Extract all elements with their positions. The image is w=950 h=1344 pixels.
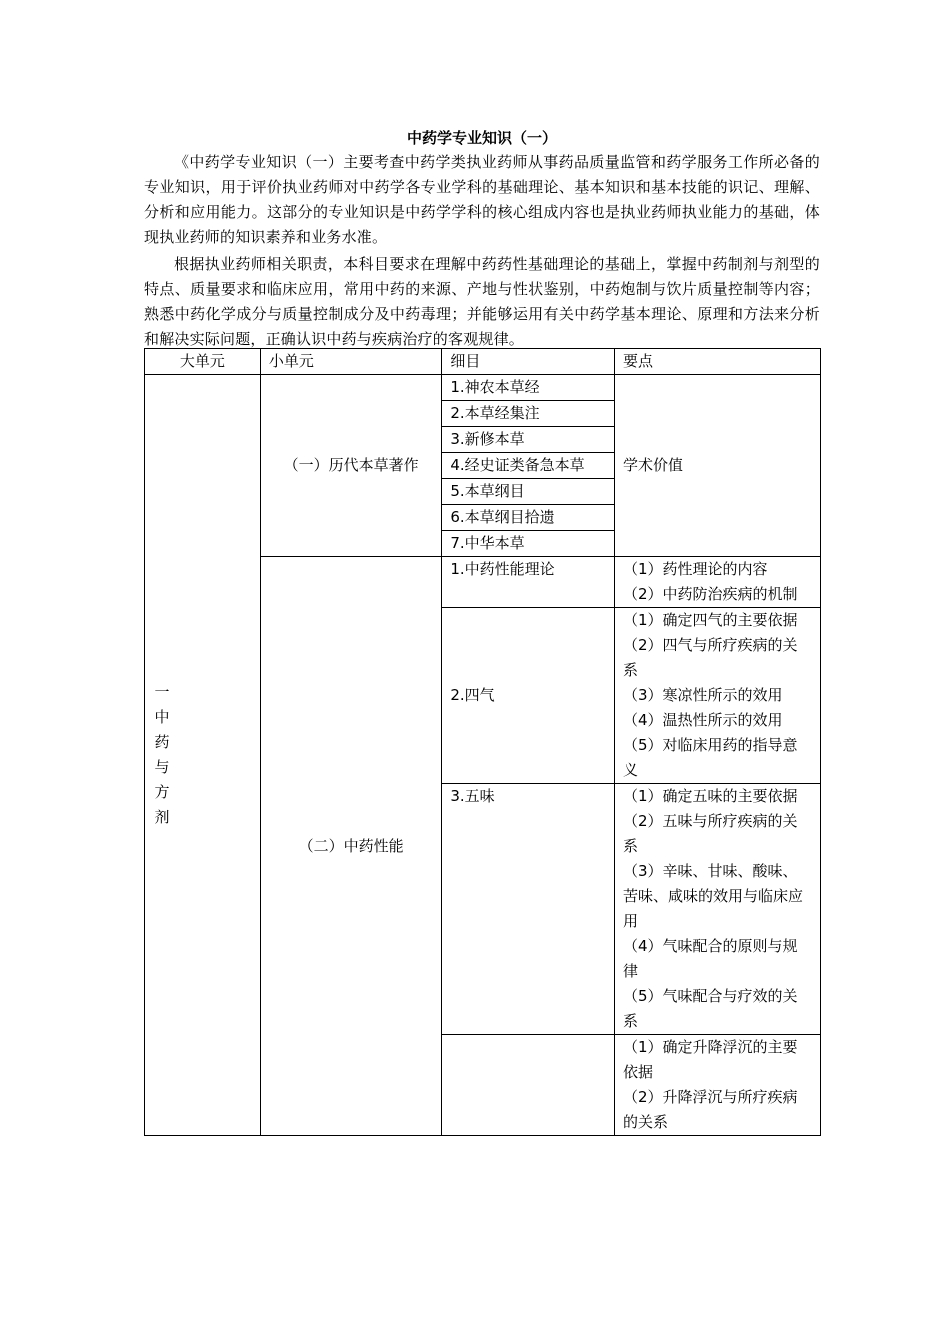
major-unit-cell bbox=[145, 375, 261, 1136]
points-cell bbox=[614, 608, 820, 784]
point-item: （4）气味配合的原则与规律 bbox=[622, 937, 798, 980]
point-item: （3）辛味、甘味、酸味、苦味、咸味的效用与临床应用 bbox=[622, 862, 803, 930]
major-unit-char: 中 bbox=[154, 708, 170, 726]
point-item: （2）四气与所疗疾病的关系 bbox=[622, 636, 798, 679]
table-row bbox=[145, 375, 821, 401]
point-item: （1）确定四气的主要依据 bbox=[622, 611, 798, 629]
point-item: （1）确定五味的主要依据 bbox=[622, 787, 798, 805]
point-item: （2）五味与所疗疾病的关系 bbox=[622, 812, 798, 855]
detail-cell: 3.新修本草 bbox=[442, 427, 615, 453]
point-item: （2）升降浮沉与所疗疾病的关系 bbox=[622, 1088, 798, 1131]
detail-cell: 2.本草经集注 bbox=[442, 401, 615, 427]
table-header-row bbox=[145, 349, 821, 375]
major-unit-char: 与 bbox=[154, 758, 170, 776]
intro-paragraph: 《中药学专业知识（一）主要考查中药学类执业药师从事药品质量监管和药学服务工作所必备的专业知识，用于评价执业药师对中药学各专业学科的基础理论、基本知识和基本技能的识记、理解、分析和应用能力。这部分的专业知识是中药学学科的核心组成内容也是执业药师执业能力的基础，体现执业药师的知识素养和业务水准。 bbox=[144, 153, 820, 246]
major-unit-char: 方 bbox=[154, 783, 170, 801]
detail-cell: 3.五味 bbox=[442, 784, 615, 1035]
points-cell bbox=[614, 1035, 820, 1136]
major-unit-char: 一 bbox=[154, 683, 170, 701]
detail-cell: 7.中华本草 bbox=[442, 531, 615, 557]
header-sub-unit: 小单元 bbox=[260, 349, 442, 375]
point-item: （4）温热性所示的效用 bbox=[622, 711, 783, 729]
detail-cell: 5.本草纲目 bbox=[442, 479, 615, 505]
document-title: 中药学专业知识（一） bbox=[406, 129, 557, 147]
syllabus-table bbox=[144, 348, 821, 1136]
major-unit-char: 药 bbox=[154, 733, 170, 751]
point-item: （1）确定升降浮沉的主要依据 bbox=[622, 1038, 798, 1081]
points-cell bbox=[614, 557, 820, 608]
sub-unit-1-point: 学术价值 bbox=[614, 375, 820, 557]
point-item: （5）对临床用药的指导意义 bbox=[622, 736, 798, 779]
header-major-unit: 大单元 bbox=[145, 349, 261, 375]
detail-cell: 4.经史证类备急本草 bbox=[442, 453, 615, 479]
point-item: （3）寒凉性所示的效用 bbox=[622, 686, 783, 704]
point-item: （5）气味配合与疗效的关系 bbox=[622, 987, 798, 1030]
detail-cell: 1.神农本草经 bbox=[442, 375, 615, 401]
point-item: （2）中药防治疾病的机制 bbox=[622, 585, 798, 603]
major-unit-char: 剂 bbox=[154, 808, 170, 826]
points-cell bbox=[614, 784, 820, 1035]
detail-cell: 1.中药性能理论 bbox=[442, 557, 615, 608]
header-key-points: 要点 bbox=[614, 349, 820, 375]
requirements-paragraph: 根据执业药师相关职责，本科目要求在理解中药药性基础理论的基础上，掌握中药制剂与剂型的特点、质量要求和临床应用，常用中药的来源、产地与性状鉴别，中药炮制与饮片质量控制等内容；熟悉中药化学成分与质量控制成分及中药毒理；并能够运用有关中药学基本理论、原理和方法来分析和解决实际问题，正确认识中药与疾病治疗的客观规律。 bbox=[144, 255, 820, 348]
point-item: （1）药性理论的内容 bbox=[622, 560, 768, 578]
major-unit-label bbox=[153, 680, 171, 830]
document-body bbox=[144, 126, 820, 352]
detail-cell bbox=[442, 1035, 615, 1136]
sub-unit-1-name: （一）历代本草著作 bbox=[260, 375, 442, 557]
header-detail: 细目 bbox=[442, 349, 615, 375]
detail-cell: 2.四气 bbox=[442, 608, 615, 784]
sub-unit-2-name: （二）中药性能 bbox=[260, 557, 442, 1136]
detail-cell: 6.本草纲目拾遗 bbox=[442, 505, 615, 531]
